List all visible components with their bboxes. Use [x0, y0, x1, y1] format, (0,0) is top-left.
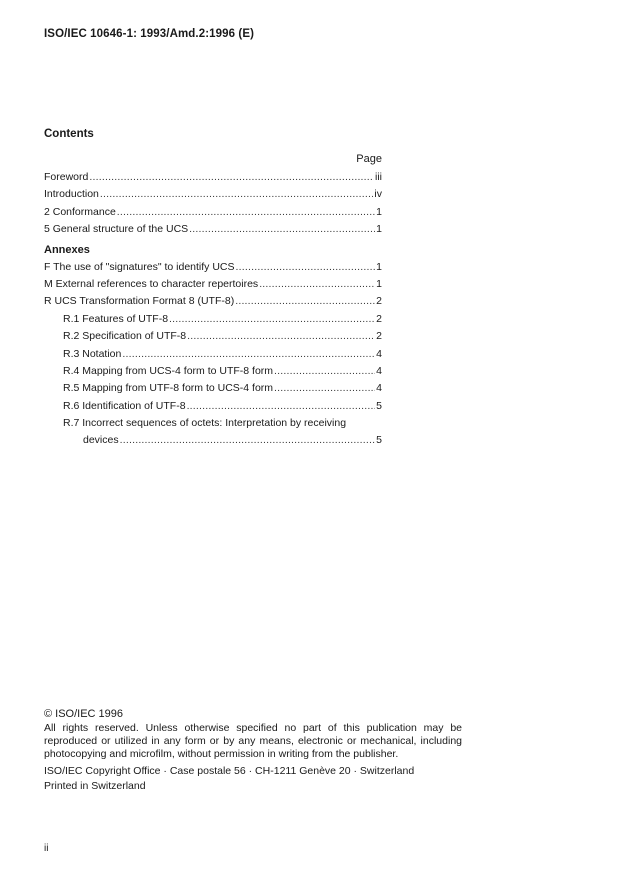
- toc-entry-r5[interactable]: [44, 380, 382, 397]
- toc-entry-label: R.5 Mapping from UTF-8 form to UCS-4 form: [63, 382, 274, 395]
- toc-entry-page: iv: [374, 188, 382, 201]
- printed-in: Printed in Switzerland: [44, 780, 146, 792]
- leader-dots: [117, 204, 375, 221]
- toc-entry-page: 2: [376, 295, 382, 308]
- leader-dots: [169, 311, 375, 328]
- toc-entry-page: 1: [376, 223, 382, 236]
- toc-entry-label: devices: [83, 434, 119, 447]
- toc-entry-label: 2 Conformance: [44, 205, 116, 218]
- leader-dots: [236, 259, 375, 276]
- copyright-notice: © ISO/IEC 1996: [44, 708, 124, 720]
- toc-entry-annex-r[interactable]: [44, 293, 382, 310]
- leader-dots: [274, 363, 375, 380]
- toc-entry-conformance[interactable]: [44, 204, 382, 221]
- toc-entry-label: 5 General structure of the UCS: [44, 223, 189, 236]
- toc-entry-page: 4: [376, 382, 382, 395]
- toc-entry-label: R.1 Features of UTF-8: [63, 312, 169, 325]
- toc-entry-general-structure[interactable]: [44, 221, 382, 238]
- toc-entry-label: R.6 Identification of UTF-8: [63, 399, 186, 412]
- toc-entry-r4[interactable]: [44, 363, 382, 380]
- toc-entry-r7-line2[interactable]: [44, 432, 382, 449]
- toc-entry-foreword[interactable]: [44, 169, 382, 186]
- leader-dots: [122, 346, 375, 363]
- toc-entry-page: 2: [376, 312, 382, 325]
- toc-entry-r3[interactable]: [44, 346, 382, 363]
- toc-entry-label: M External references to character repertoires: [44, 277, 259, 290]
- toc-entry-page: 1: [376, 205, 382, 218]
- toc-entry-label: R.4 Mapping from UCS-4 form to UTF-8 form: [63, 364, 274, 377]
- leader-dots: [235, 293, 375, 310]
- toc-entry-r2[interactable]: [44, 328, 382, 345]
- leader-dots: [100, 186, 374, 203]
- toc-entry-label: Foreword: [44, 171, 89, 183]
- leader-dots: [187, 328, 375, 345]
- toc-entry-page: 5: [376, 434, 382, 447]
- leader-dots: [189, 221, 375, 238]
- toc-entry-page: 2: [376, 330, 382, 343]
- rights-statement: All rights reserved. Unless otherwise specified no part of this publication may be reproduced or utilized in any form or by any means, electronic or mechanical, including photocopying and microfilm, without permission in writing from the publisher.: [44, 722, 462, 760]
- toc-entry-r7-line1[interactable]: [44, 415, 382, 432]
- copyright-office-address: ISO/IEC Copyright Office · Case postale 56 · CH-1211 Genève 20 · Switzerland: [44, 765, 415, 777]
- contents-heading: Contents: [44, 128, 94, 140]
- toc-entry-introduction[interactable]: [44, 186, 382, 203]
- leader-dots: [274, 380, 375, 397]
- toc-entry-label: R.3 Notation: [63, 347, 122, 360]
- annexes-heading: Annexes: [44, 243, 90, 256]
- page-number: ii: [44, 843, 49, 854]
- toc-entry-label: Introduction: [44, 188, 99, 201]
- toc-entry-page: 1: [376, 260, 382, 273]
- leader-dots: [187, 398, 375, 415]
- toc-entry-r1[interactable]: [44, 311, 382, 328]
- toc-entry-page: 4: [376, 364, 382, 377]
- toc-entry-page: iii: [375, 171, 382, 183]
- toc-entry-label: R.7 Incorrect sequences of octets: Interpretation by receiving: [63, 417, 347, 430]
- leader-dots: [89, 169, 374, 186]
- toc-entry-label: F The use of "signatures" to identify UCS: [44, 260, 235, 273]
- table-of-contents: [44, 169, 382, 450]
- toc-entry-page: 1: [376, 277, 382, 290]
- toc-entry-page: 5: [376, 399, 382, 412]
- toc-entry-label: R.2 Specification of UTF-8: [63, 330, 187, 343]
- toc-entry-annex-m[interactable]: [44, 276, 382, 293]
- toc-entry-r6[interactable]: [44, 398, 382, 415]
- leader-dots: [120, 432, 375, 449]
- toc-entry-page: 4: [376, 347, 382, 360]
- toc-entry-label: R UCS Transformation Format 8 (UTF-8): [44, 295, 235, 308]
- running-header: ISO/IEC 10646-1: 1993/Amd.2:1996 (E): [44, 28, 255, 40]
- toc-entry-annex-f[interactable]: [44, 259, 382, 276]
- leader-dots: [259, 276, 375, 293]
- page-column-label: Page: [356, 153, 382, 165]
